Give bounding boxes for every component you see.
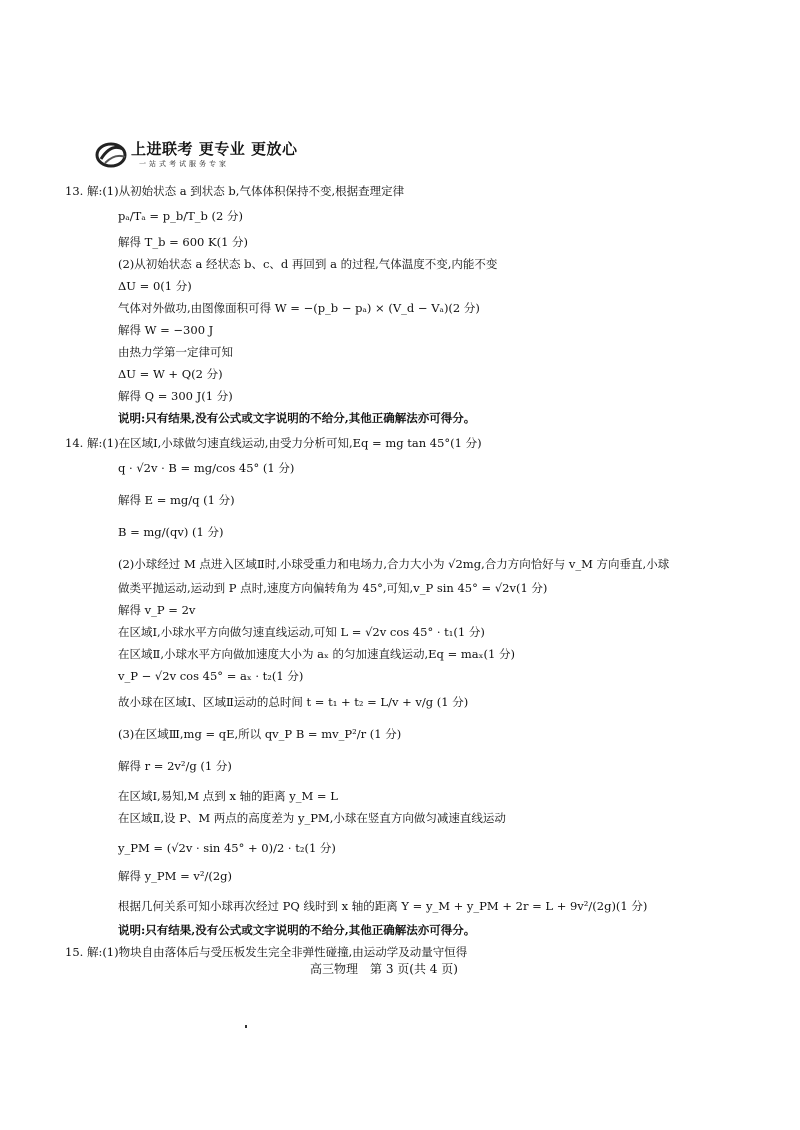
formula-line: ΔU = W + Q(2 分): [118, 367, 223, 381]
text-line: 故小球在区域Ⅰ、区域Ⅱ运动的总时间 t = t₁ + t₂ = L/v + v/g (1 分): [118, 695, 469, 709]
formula-line: 解得 y_PM = v²/(2g): [118, 869, 232, 883]
brand-subtitle: 一站式考试服务专家: [139, 160, 229, 168]
text-line: 做类平抛运动,运动到 P 点时,速度方向偏转角为 45°,可知,v_P sin 45° = √2v(1 分): [118, 581, 548, 595]
scan-speck: [245, 1025, 247, 1028]
formula-line: y_PM = (√2v · sin 45° + 0)/2 · t₂(1 分): [118, 841, 336, 855]
text-line: 在区域Ⅱ,小球水平方向做加速度大小为 aₓ 的匀加速直线运动,Eq = maₓ(1 分): [118, 647, 515, 661]
formula-line: v_P − √2v cos 45° = aₓ · t₂(1 分): [118, 669, 304, 683]
brand-title: 上进联考 更专业 更放心: [131, 140, 298, 158]
formula-line: ΔU = 0(1 分): [118, 279, 192, 293]
text-line: 解得 T_b = 600 K(1 分): [118, 235, 249, 249]
text-line: 解得 W = −300 J: [118, 323, 214, 337]
text-line: 解得 v_P = 2v: [118, 603, 196, 617]
text-line: 13. 解:(1)从初始状态 a 到状态 b,气体体积保持不变,根据查理定律: [65, 184, 405, 198]
text-line: 在区域Ⅰ,小球水平方向做匀速直线运动,可知 L = √2v cos 45° · t₁(1 分): [118, 625, 485, 639]
page-footer: 高三物理 第 3 页(共 4 页): [310, 962, 458, 976]
text-line: (3)在区域Ⅲ,mg = qE,所以 qv_P B = mv_P²/r (1 分): [118, 727, 402, 741]
text-line: 气体对外做功,由图像面积可得 W = −(p_b − pₐ) × (V_d − Vₐ)(2 分): [118, 301, 480, 315]
note-line: 说明:只有结果,没有公式或文字说明的不给分,其他正确解法亦可得分。: [118, 923, 476, 937]
formula-line: 解得 E = mg/q (1 分): [118, 493, 235, 507]
logo-icon: [95, 139, 127, 169]
text-line: 解得 Q = 300 J(1 分): [118, 389, 233, 403]
text-line: 根据几何关系可知小球再次经过 PQ 线时到 x 轴的距离 Y = y_M + y_PM + 2r = L + 9v²/(2g)(1 分): [118, 899, 648, 913]
note-line: 说明:只有结果,没有公式或文字说明的不给分,其他正确解法亦可得分。: [118, 411, 476, 425]
formula-line: B = mg/(qv) (1 分): [118, 525, 224, 539]
text-line: (2)从初始状态 a 经状态 b、c、d 再回到 a 的过程,气体温度不变,内能不变: [118, 257, 498, 271]
header: [95, 135, 298, 175]
formula-line: q · √2v · B = mg/cos 45° (1 分): [118, 461, 295, 475]
text-line: 在区域Ⅰ,易知,M 点到 x 轴的距离 y_M = L: [118, 789, 338, 803]
formula-line: 解得 r = 2v²/g (1 分): [118, 759, 232, 773]
text-line: 14. 解:(1)在区域Ⅰ,小球做匀速直线运动,由受力分析可知,Eq = mg tan 45°(1 分): [65, 436, 482, 450]
text-line: (2)小球经过 M 点进入区域Ⅱ时,小球受重力和电场力,合力大小为 √2mg,合力方向恰好与 v_M 方向垂直,小球: [118, 557, 670, 571]
text-line: 15. 解:(1)物块自由落体后与受压板发生完全非弹性碰撞,由运动学及动量守恒得: [65, 945, 468, 959]
text-line: 由热力学第一定律可知: [118, 345, 233, 359]
formula-line: pₐ/Tₐ = p_b/T_b (2 分): [118, 209, 243, 223]
text-line: 在区域Ⅱ,设 P、M 两点的高度差为 y_PM,小球在竖直方向做匀减速直线运动: [118, 811, 506, 825]
